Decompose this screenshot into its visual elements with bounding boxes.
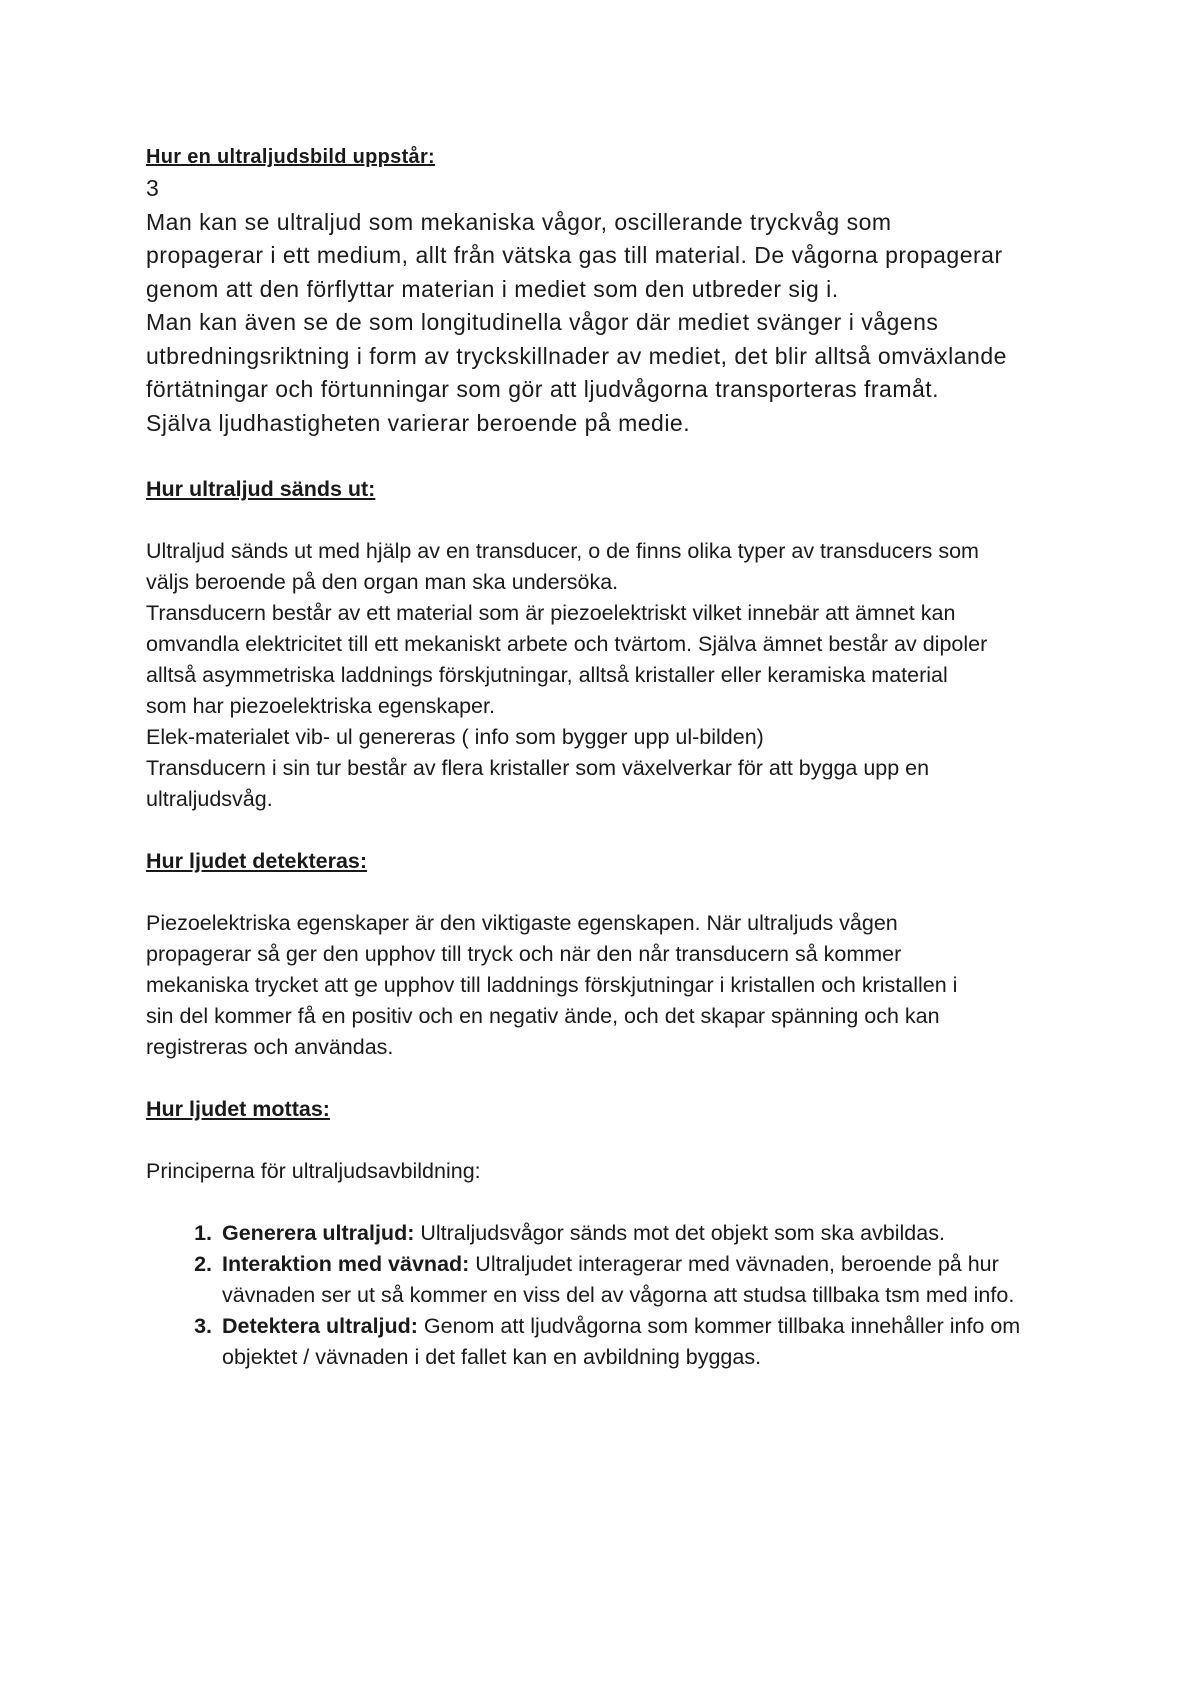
paragraph-line: som har piezoelektriska egenskaper. <box>146 694 495 718</box>
paragraph-line: Man kan se ultraljud som mekaniska vågor, oscillerande tryckvåg som <box>146 208 892 235</box>
paragraph-line: propagerar i ett medium, allt från vätska gas till material. De vågorna propagerar <box>146 242 1003 268</box>
paragraph-line: Transducern i sin tur består av flera kristaller som växelverkar för att bygga upp en <box>146 756 930 780</box>
step-text: Ultraljudsvågor sänds mot det objekt som ska avbildas. <box>414 1221 945 1245</box>
paragraph-line: Ultraljud sänds ut med hjälp av en transducer, o de finns olika typer av transducers som <box>146 539 979 563</box>
principles-list <box>146 1218 1076 1373</box>
list-item <box>218 1311 1076 1373</box>
paragraph-line: Elek-materialet vib- ul genereras ( info som bygger upp ul-bilden) <box>146 725 764 749</box>
paragraph-line: mekaniska trycket att ge upphov till laddnings förskjutningar i kristallen och kristallen i <box>146 973 958 997</box>
paragraph-line: registreras och användas. <box>146 1035 394 1059</box>
paragraph-line: omvandla elektricitet till ett mekaniskt arbete och tvärtom. Själva ämnet består av dipoler <box>146 632 988 656</box>
paragraph-line: Själva ljudhastigheten varierar beroende på medie. <box>146 409 691 436</box>
paragraph-line: ultraljudsvåg. <box>146 787 273 811</box>
list-item <box>218 1249 1076 1311</box>
list-item <box>218 1218 1076 1249</box>
paragraph-line: Man kan även se de som longitudinella vågor där mediet svänger i vågens <box>146 309 939 335</box>
paragraph-line: alltså asymmetriska laddnings förskjutningar, alltså kristaller eller keramiska material <box>146 663 948 687</box>
paragraph-line: Transducern består av ett material som är piezoelektriskt vilket innebär att ämnet kan <box>146 601 956 625</box>
paragraph-line: Piezoelektriska egenskaper är den viktigaste egenskapen. När ultraljuds vågen <box>146 911 898 935</box>
paragraph-line: genom att den förflyttar materian i mediet som den utbreder sig i. <box>146 275 839 302</box>
step-title: Detektera ultraljud: <box>222 1314 418 1338</box>
section-detection <box>146 846 1076 1063</box>
heading-detection: Hur ljudet detekteras: <box>146 849 368 873</box>
paragraph-line: utbredningsriktning i form av tryckskillnader av mediet, det blir alltså omväxlande <box>146 342 1007 369</box>
step-text: Ultraljudet interagerar med vävnaden, beroende på hur vävnaden ser ut så kommer en viss del av vågorna att studsa tillbaka tsm med info. <box>222 1252 1015 1307</box>
section-transmission <box>146 474 1076 815</box>
section-image-formation <box>146 142 1076 440</box>
heading-reception: Hur ljudet mottas: <box>146 1097 330 1121</box>
heading-image-formation: Hur en ultraljudsbild uppstår: <box>146 146 436 168</box>
step-title: Generera ultraljud: <box>222 1221 415 1245</box>
step-title: Interaktion med vävnad: <box>222 1252 470 1276</box>
paragraph-line: sin del kommer få en positiv och en negativ ände, och det skapar spänning och kan <box>146 1004 940 1028</box>
heading-transmission: Hur ultraljud sänds ut: <box>146 477 376 501</box>
paragraph-line: väljs beroende på den organ man ska undersöka. <box>146 570 619 594</box>
section-reception <box>146 1094 1076 1373</box>
paragraph-line: propagerar så ger den upphov till tryck och när den når transducern så kommer <box>146 942 902 966</box>
page-number-line: 3 <box>146 175 160 201</box>
paragraph-line: förtätningar och förtunningar som gör att ljudvågorna transporteras framåt. <box>146 376 940 402</box>
document-page <box>146 142 1076 1373</box>
principles-intro: Principerna för ultraljudsavbildning: <box>146 1159 481 1183</box>
step-text: Genom att ljudvågorna som kommer tillbaka innehåller info om objektet / vävnaden i det fallet kan en avbildning byggas. <box>222 1314 1021 1369</box>
